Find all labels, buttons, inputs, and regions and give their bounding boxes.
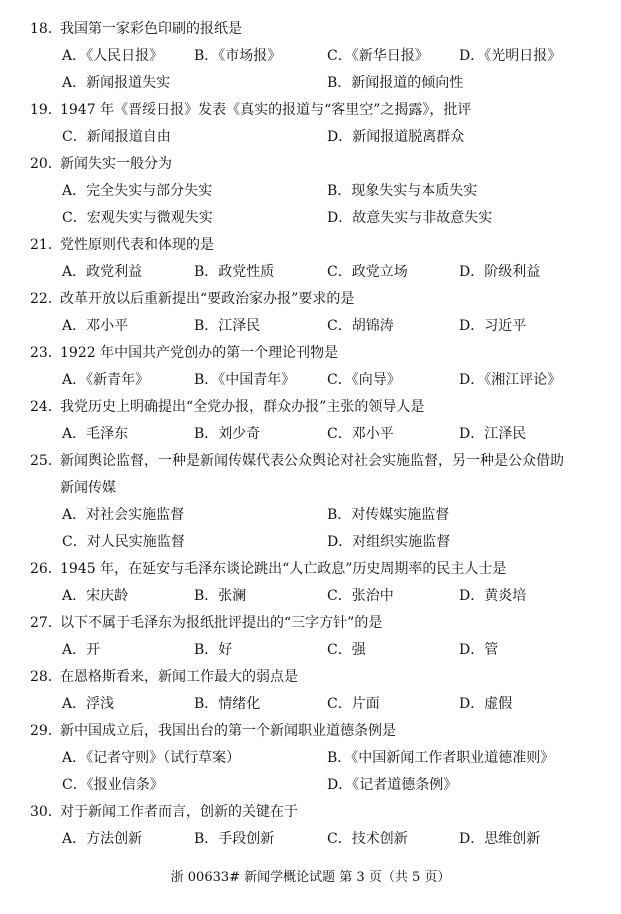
option-b: B．《市场报》 [194, 48, 282, 64]
option-b: B．刘少奇 [194, 426, 261, 442]
question-text-continued: 新闻传媒 [60, 480, 116, 496]
option-c: C．《向导》 [327, 372, 401, 388]
question-number: 28． [30, 669, 62, 685]
question-text: 对于新闻工作者而言，创新的关键在于 [60, 804, 298, 820]
question-text: 新闻失实一般分为 [60, 156, 172, 172]
question-text: 新中国成立后，我国出台的第一个新闻职业道德条例是 [60, 723, 396, 739]
question-number: 22． [30, 291, 62, 307]
option-a: A．政党利益 [62, 264, 143, 280]
question-24 [0, 394, 621, 421]
question-number: 24． [30, 399, 62, 415]
option-a: A．开 [62, 642, 101, 658]
question-number: 21． [30, 237, 62, 253]
question-26 [0, 556, 621, 583]
question-number: 30． [30, 804, 62, 820]
option-d: D．《光明日报》 [459, 48, 562, 64]
option-b: B．江泽民 [194, 318, 261, 334]
option-c: C．对人民实施监督 [62, 534, 185, 550]
option-c: C．宏观失实与微观失实 [62, 210, 213, 226]
question-23 [0, 340, 621, 367]
option-b: B．情绪化 [194, 696, 261, 712]
option-d: D．虚假 [459, 696, 513, 712]
option-a: A．毛泽东 [62, 426, 129, 442]
option-d: D．阶级利益 [459, 264, 541, 280]
option-b: B．好 [194, 642, 233, 658]
option-b: B．手段创新 [194, 831, 275, 847]
question-number: 18． [30, 21, 62, 37]
question-text: 党性原则代表和体现的是 [60, 237, 214, 253]
question-text: 在恩格斯看来，新闻工作最大的弱点是 [60, 669, 298, 685]
question-number: 27． [30, 615, 62, 631]
option-a: A．新闻报道失实 [62, 75, 171, 91]
question-number: 26． [30, 561, 62, 577]
option-c: C．《新华日报》 [327, 48, 429, 64]
question-number: 23． [30, 345, 62, 361]
option-b: B．《中国青年》 [194, 372, 296, 388]
question-text: 改革开放以后重新提出“要政治家办报”要求的是 [60, 291, 355, 307]
option-c: C．胡锦涛 [327, 318, 394, 334]
option-a: A．宋庆龄 [62, 588, 129, 604]
option-c: C．张治中 [327, 588, 394, 604]
question-text: 以下不属于毛泽东为报纸批评提出的“三字方针”的是 [60, 615, 383, 631]
option-b: B．张澜 [194, 588, 247, 604]
option-a: A．邓小平 [62, 318, 129, 334]
question-22 [0, 286, 621, 313]
question-29 [0, 718, 621, 745]
option-a: A．对社会实施监督 [62, 507, 185, 523]
question-19 [0, 97, 621, 124]
option-c: C．《报业信条》 [62, 777, 164, 793]
option-b: B．对传媒实施监督 [327, 507, 450, 523]
option-b: B．政党性质 [194, 264, 275, 280]
option-b: B．《中国新闻工作者职业道德准则》 [327, 750, 555, 766]
option-c: C．片面 [327, 696, 380, 712]
option-c: C．技术创新 [327, 831, 408, 847]
question-30 [0, 799, 621, 826]
option-a: A．《新青年》 [62, 372, 150, 388]
option-c: C．新闻报道自由 [62, 129, 171, 145]
question-number: 20． [30, 156, 62, 172]
question-28 [0, 664, 621, 691]
question-number: 19． [30, 102, 62, 118]
question-text: 1947 年《晋绥日报》发表《真实的报道与“客里空”之揭露》，批评 [60, 102, 472, 118]
option-d: D．黄炎培 [459, 588, 527, 604]
option-c: C．邓小平 [327, 426, 394, 442]
question-number: 29． [30, 723, 62, 739]
question-text: 1945 年，在延安与毛泽东谈论跳出“人亡政息”历史周期率的民主人士是 [60, 561, 507, 577]
option-a: A．浮浅 [62, 696, 115, 712]
option-c: C．强 [327, 642, 366, 658]
option-a: A．完全失实与部分失实 [62, 183, 213, 199]
question-27 [0, 610, 621, 637]
option-d: D．习近平 [459, 318, 527, 334]
option-d: D．故意失实与非故意失实 [327, 210, 493, 226]
option-d: D．新闻报道脱离群众 [327, 129, 465, 145]
page-footer: 浙 00633# 新闻学概论试题 第 3 页（共 5 页） [170, 870, 451, 885]
option-a: A．《记者守则》（试行草案） [62, 750, 241, 766]
question-text: 新闻舆论监督，一种是新闻传媒代表公众舆论对社会实施监督，另一种是公众借助 [60, 453, 564, 469]
option-d: D．思维创新 [459, 831, 541, 847]
option-b: B．新闻报道的倾向性 [327, 75, 464, 91]
option-d: D．《湘江评论》 [459, 372, 562, 388]
option-a: A．《人民日报》 [62, 48, 164, 64]
option-d: D．对组织实施监督 [327, 534, 451, 550]
question-25 [0, 448, 621, 475]
question-text: 1922 年中国共产党创办的第一个理论刊物是 [60, 345, 339, 361]
question-21 [0, 232, 621, 259]
question-text: 我党历史上明确提出“全党办报，群众办报”主张的领导人是 [60, 399, 425, 415]
question-text: 我国第一家彩色印刷的报纸是 [60, 21, 242, 37]
question-number: 25． [30, 453, 62, 469]
option-d: D．江泽民 [459, 426, 527, 442]
option-d: D．《记者道德条例》 [327, 777, 458, 793]
option-a: A．方法创新 [62, 831, 143, 847]
option-b: B．现象失实与本质失实 [327, 183, 478, 199]
question-18 [0, 16, 621, 43]
option-d: D．管 [459, 642, 499, 658]
question-20 [0, 151, 621, 178]
option-c: C．政党立场 [327, 264, 408, 280]
